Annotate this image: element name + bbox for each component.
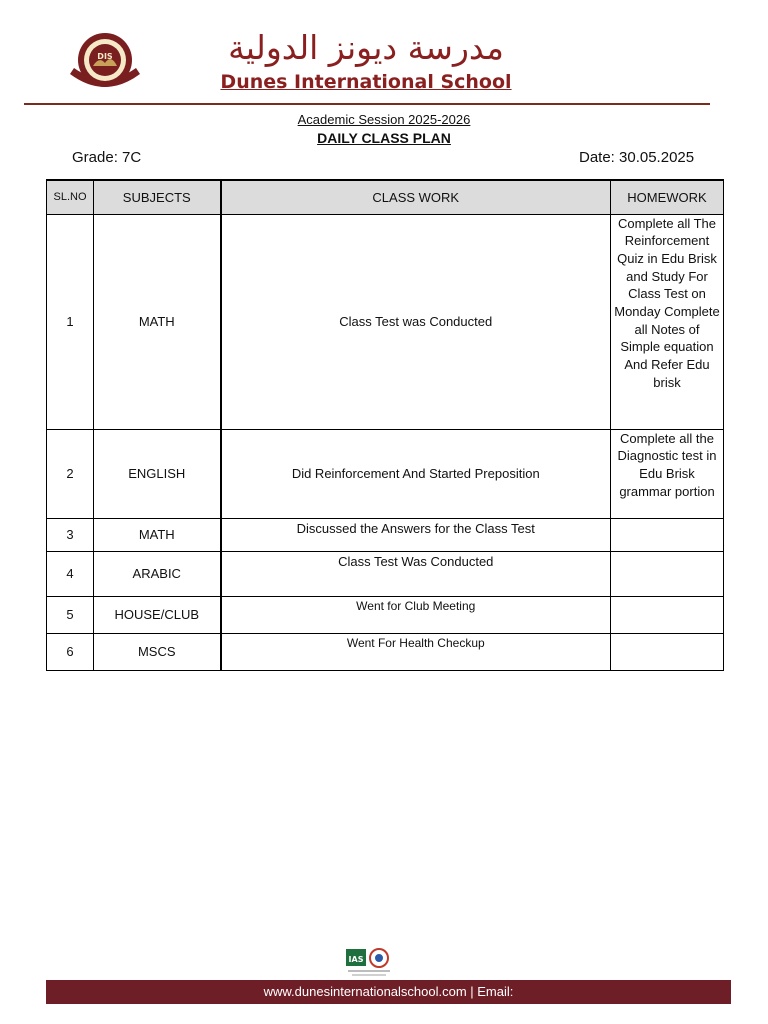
row-homework: Complete all The Reinforcement Quiz in Edu Brisk and Study For Class Test on Monday Complete all Notes of Simple equation And Refer Edu brisk [611,214,724,429]
school-name: Dunes International School [220,71,512,93]
row-classwork: Class Test was Conducted [221,214,611,429]
row-classwork: Did Reinforcement And Started Preposition [221,429,611,518]
grade-label: Grade: 7C [72,149,142,166]
table-row [47,429,724,518]
logo-monogram: DIS [97,52,113,61]
header-subjects: SUBJECTS [94,180,221,214]
row-subject: HOUSE/CLUB [94,596,221,633]
row-number: 4 [47,551,94,596]
row-subject: MSCS [94,633,221,670]
academic-session: Academic Session 2025-2026 [297,112,471,127]
school-logo [64,30,146,100]
certification-logo [344,946,394,980]
row-classwork: Class Test Was Conducted [221,551,611,596]
footer-bar [46,980,731,1004]
page-title: DAILY CLASS PLAN [317,130,451,146]
row-number: 3 [47,518,94,551]
footer-text: www.dunesinternationalschool.com | Email: [263,984,514,999]
row-classwork: Went For Health Checkup [221,633,611,670]
table-row [47,633,724,670]
table-row [47,518,724,551]
row-number: 6 [47,633,94,670]
row-classwork: Went for Club Meeting [221,596,611,633]
row-number: 5 [47,596,94,633]
row-homework [611,551,724,596]
row-classwork: Discussed the Answers for the Class Test [221,518,611,551]
row-subject: MATH [94,518,221,551]
table-row [47,596,724,633]
row-homework [611,596,724,633]
table-row [47,551,724,596]
row-homework [611,633,724,670]
logo-motto: INNOVATE AND EXCEL [83,90,127,95]
header-divider [24,103,710,105]
row-homework: Complete all the Diagnostic test in Edu Brisk grammar portion [611,429,724,518]
row-homework [611,518,724,551]
row-subject: ARABIC [94,551,221,596]
row-number: 2 [47,429,94,518]
row-number: 1 [47,214,94,429]
header-homework: HOMEWORK [611,180,724,214]
cert-badge-text: IAS [348,955,364,964]
class-plan-table [46,179,724,671]
date-label: Date: 30.05.2025 [579,149,695,166]
school-name-arabic: مدرسة ديونز الدولية [228,28,504,67]
header-slno: SL.NO [47,180,94,214]
header-classwork: CLASS WORK [221,180,611,214]
row-subject: ENGLISH [94,429,221,518]
row-subject: MATH [94,214,221,429]
table-row [47,214,724,429]
table-header-row [47,180,724,214]
